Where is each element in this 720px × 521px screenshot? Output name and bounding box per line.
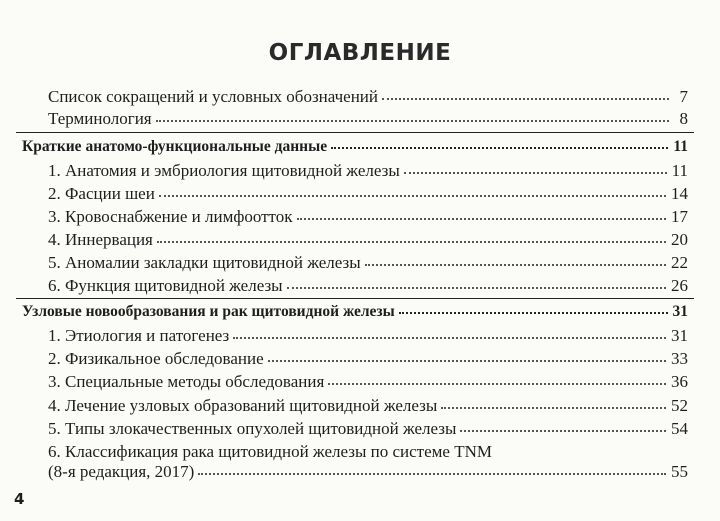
dot-leader	[157, 241, 666, 243]
toc-entry-page: 17	[671, 207, 688, 226]
toc-entry[interactable]	[48, 184, 688, 204]
toc-entry-label: (8-я редакция, 2017)	[48, 462, 195, 481]
toc-section-heading[interactable]	[22, 302, 688, 322]
toc-section-page: 11	[673, 138, 688, 155]
toc-entry[interactable]	[48, 253, 688, 273]
toc-entry-label: 3. Специальные методы обследования	[48, 372, 325, 391]
toc-entry-page: 14	[671, 184, 688, 203]
toc-entry-label: 1. Этиология и патогенез	[48, 326, 230, 345]
toc-entry-label: Терминология	[48, 109, 152, 128]
toc-entry-page: 22	[671, 253, 688, 272]
dot-leader	[268, 360, 666, 362]
toc-entry[interactable]	[48, 276, 688, 296]
toc-section-label: Узловые новообразования и рак щитовидной железы	[22, 303, 395, 320]
section-divider	[16, 298, 694, 299]
toc-entry-page: 20	[671, 230, 688, 249]
toc-entry[interactable]	[48, 207, 688, 227]
dot-leader	[233, 337, 666, 339]
toc-entry[interactable]	[48, 326, 688, 346]
toc-entry[interactable]	[48, 161, 688, 181]
toc-entry[interactable]	[48, 109, 688, 129]
toc-entry-label: 3. Кровоснабжение и лимфоотток	[48, 207, 293, 226]
toc-entry-page: 26	[671, 276, 688, 295]
toc-entry[interactable]	[48, 396, 688, 416]
toc-entry-page: 54	[671, 419, 688, 438]
toc-entry-label: 2. Физикальное обследование	[48, 349, 264, 368]
toc-entry-label: 5. Аномалии закладки щитовидной железы	[48, 253, 361, 272]
toc-entry[interactable]	[48, 372, 688, 392]
section-divider	[16, 132, 694, 133]
toc-entry-page: 33	[671, 349, 688, 368]
toc-section-heading[interactable]	[22, 137, 688, 157]
dot-leader	[198, 473, 666, 475]
toc-entry-page: 36	[671, 372, 688, 391]
toc-entry-page: 52	[671, 396, 688, 415]
dot-leader	[404, 172, 667, 174]
page-title: ОГЛАВЛЕНИЕ	[268, 40, 452, 66]
dot-leader	[365, 264, 666, 266]
dot-leader	[297, 218, 666, 220]
toc-entry-page: 55	[671, 462, 688, 481]
toc-entry-page: 11	[671, 161, 688, 180]
toc-entry-label: 2. Фасции шеи	[48, 184, 155, 203]
toc-entry-page: 31	[671, 326, 688, 345]
toc-entry-first-line[interactable]: 6. Классификация рака щитовидной железы по системе TNM	[48, 442, 492, 461]
toc-entry-label: 4. Лечение узловых образований щитовидной железы	[48, 396, 438, 415]
dot-leader	[399, 312, 668, 314]
dot-leader	[328, 383, 666, 385]
dot-leader	[159, 195, 666, 197]
dot-leader	[460, 430, 666, 432]
toc-entry[interactable]	[48, 419, 688, 439]
toc-entry-label: 1. Анатомия и эмбриология щитовидной железы	[48, 161, 400, 180]
toc-entry-label: Список сокращений и условных обозначений	[48, 87, 379, 106]
dot-leader	[331, 147, 668, 149]
toc-entry[interactable]	[48, 462, 688, 482]
toc-entry[interactable]	[48, 230, 688, 250]
toc-entry-label: 6. Функция щитовидной железы	[48, 276, 283, 295]
dot-leader	[156, 120, 669, 122]
toc-entry-label: 4. Иннервация	[48, 230, 153, 249]
dot-leader	[382, 98, 669, 100]
dot-leader	[441, 407, 666, 409]
toc-entry[interactable]	[48, 349, 688, 369]
toc-entry-page: 7	[679, 87, 688, 106]
page-number: 4	[14, 490, 25, 508]
toc-section-label: Краткие анатомо-функциональные данные	[22, 138, 328, 155]
toc-section-page: 31	[672, 303, 688, 320]
toc-entry-label: 5. Типы злокачественных опухолей щитовидной железы	[48, 419, 457, 438]
dot-leader	[287, 287, 666, 289]
toc-entry-page: 8	[679, 109, 688, 128]
toc-entry[interactable]	[48, 87, 688, 107]
